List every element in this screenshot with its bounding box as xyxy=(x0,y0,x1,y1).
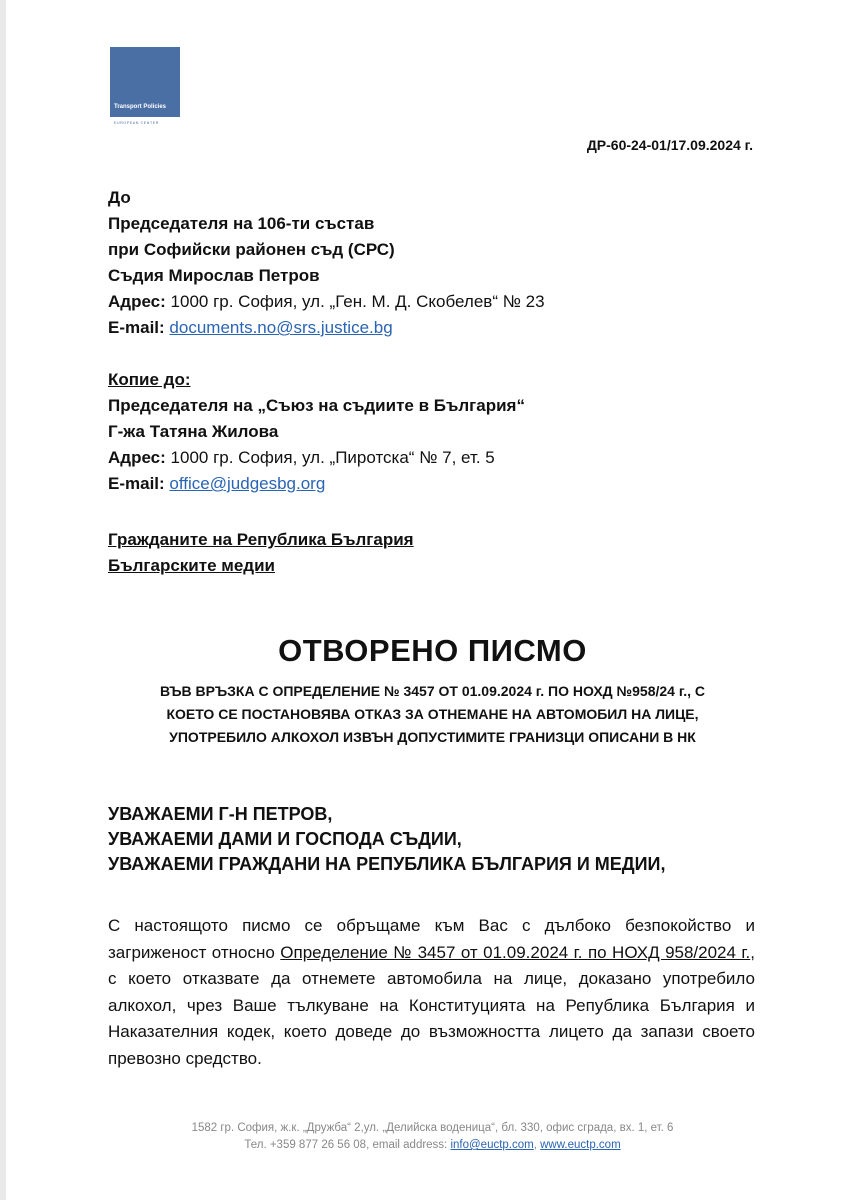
subtitle-line-3: УПОТРЕБИЛО АЛКОХОЛ ИЗВЪН ДОПУСТИМИТЕ ГРАНИЗЦИ ОПИСАНИ В НК xyxy=(169,729,696,745)
recipient-email xyxy=(108,315,545,341)
subtitle-line-2: КОЕТО СЕ ПОСТАНОВЯВА ОТКАЗ ЗА ОТНЕМАНЕ НА АВТОМОБИЛ НА ЛИЦЕ, xyxy=(166,706,699,722)
copy-email-link[interactable]: office@judgesbg.org xyxy=(169,474,326,493)
recipient-address-value: 1000 гр. София, ул. „Ген. М. Д. Скобелев“ № 23 xyxy=(165,292,545,311)
footer-address: 1582 гр. София, ж.к. „Дружба“ 2,ул. „Делийска воденица“, бл. 330, офис сграда, вх. 1, ет. 6 xyxy=(191,1122,674,1134)
recipient-email-label: E-mail: xyxy=(108,318,165,337)
recipient-address-label: Адрес: xyxy=(108,292,166,311)
letter-subtitle xyxy=(100,680,765,749)
footer-website-link[interactable]: www.euctp.com xyxy=(540,1139,621,1151)
salutation-line-1: УВАЖАЕМИ Г-Н ПЕТРОВ, xyxy=(108,804,333,824)
salutation-line-3: УВАЖАЕМИ ГРАЖДАНИ НА РЕПУБЛИКА БЪЛГАРИЯ И МЕДИИ, xyxy=(108,854,666,874)
copy-label: Копие до: xyxy=(108,370,191,389)
transport-policies-logo xyxy=(110,47,180,125)
logo-subtitle: EUROPEAN CENTER xyxy=(114,121,159,125)
citizens-block xyxy=(108,527,414,579)
recipient-block xyxy=(108,185,545,341)
copy-address-value: 1000 гр. София, ул. „Пиротска“ № 7, ет. 5 xyxy=(165,448,495,467)
letter-title: ОТВОРЕНО ПИСМО xyxy=(278,633,587,668)
footer-email-link[interactable]: info@euctp.com xyxy=(450,1139,534,1151)
page-edge xyxy=(0,0,6,1200)
subtitle-line-1: ВЪВ ВРЪЗКА С ОПРЕДЕЛЕНИЕ № 3457 ОТ 01.09.2024 г. ПО НОХД №958/24 г., С xyxy=(159,683,706,699)
copy-address-label: Адрес: xyxy=(108,448,166,467)
recipient-address xyxy=(108,289,545,315)
citizens-line-1: Гражданите на Република България xyxy=(108,530,414,549)
salutation-block xyxy=(108,802,665,877)
body-part-1: С настоящото писмо се обръщаме към Вас с дълбоко безпокойство и загриженост относно xyxy=(108,916,755,962)
copy-line-1: Председателя на „Съюз на съдиите в България“ xyxy=(108,396,525,415)
page-footer xyxy=(0,1120,865,1154)
recipient-to-label: До xyxy=(108,188,131,207)
copy-address xyxy=(108,445,525,471)
copy-email xyxy=(108,471,525,497)
footer-separator: , xyxy=(533,1139,541,1151)
footer-contacts xyxy=(0,1137,865,1154)
copy-email-label: E-mail: xyxy=(108,474,165,493)
recipient-email-link[interactable]: documents.no@srs.justice.bg xyxy=(169,318,393,337)
document-reference-number: ДР-60-24-01/17.09.2024 г. xyxy=(586,137,753,153)
recipient-line-2: при Софийски районен съд (СРС) xyxy=(108,240,395,259)
logo-title: Transport Policies xyxy=(114,104,167,110)
body-paragraph xyxy=(108,913,755,1072)
footer-phone: Тел. +359 877 26 56 08, email address: xyxy=(244,1139,451,1151)
recipient-line-3: Съдия Мирослав Петров xyxy=(108,266,320,285)
body-ruling-reference: Определение № 3457 от 01.09.2024 г. по НОХД 958/2024 г. xyxy=(280,942,751,962)
body-part-2: , с което отказвате да отнемете автомобила на лице, доказано употребило алкохол, чрез Ваше тълкуване на Конституцията на Република България и Наказателния кодек, което доведе до възможността лицето да запази своето превозно средство. xyxy=(108,942,755,1068)
citizens-line-2: Българските медии xyxy=(108,556,275,575)
recipient-line-1: Председателя на 106-ти състав xyxy=(108,214,375,233)
copy-line-2: Г-жа Татяна Жилова xyxy=(108,422,279,441)
copy-block xyxy=(108,367,525,497)
salutation-line-2: УВАЖАЕМИ ДАМИ И ГОСПОДА СЪДИИ, xyxy=(108,829,462,849)
